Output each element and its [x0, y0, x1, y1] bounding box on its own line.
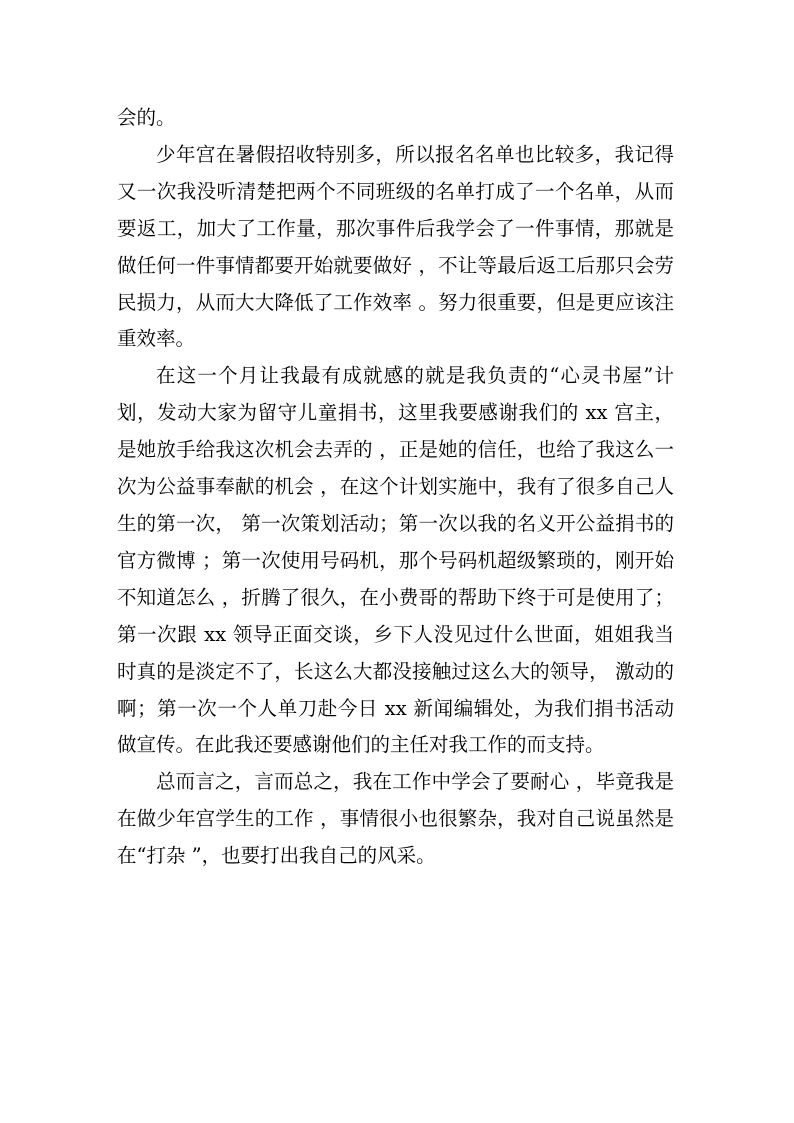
paragraph-registration-list: 少年宫在暑假招收特别多，所以报名名单也比较多，我记得又一次我没听清楚把两个不同班级的名单打成了一个名单，从而要返工，加大了工作量，那次事件后我学会了一件事情，那就是做任何一件事情都要开始就要做好 ，不让等最后返工后那只会劳民损力，从而大大降低了工作效率 。努力很重要，但是更应该注重效率。: [117, 142, 674, 351]
paragraph-summary: 总而言之，言而总之，我在工作中学会了要耐心 ，毕竟我是在做少年宫学生的工作 ，事情很小也很繁杂，我对自己说虽然是在“打杂 ”，也要打出我自己的风采。: [117, 770, 674, 868]
paragraph-continuation: 会的。: [117, 106, 176, 129]
paragraph-book-house-plan: 在这一个月让我最有成就感的就是我负责的“心灵书屋”计划，发动大家为留守儿童捐书，这里我要感谢我们的 xx 宫主，是她放手给我这次机会去弄的 ，正是她的信任，也给了我这么一次为公益事奉献的机会 ，在这个计划实施中，我有了很多自己人生的第一次， 第一次策划活动；第一次以我的名义开公益捐书的官方微博 ；第一次使用号码机，那个号码机超级繁琐的，刚开始不知道怎么 ，折腾了很久，在小费哥的帮助下终于可是使用了；第一次跟 xx 领导正面交谈，乡下人没见过什么世面，姐姐我当时真的是淡定不了，长这么大都没接触过这么大的领导， 激动的啊；第一次一个人单刀赴今日 xx 新闻编辑处，为我们捐书活动做宣传。在此我还要感谢他们的主任对我工作的而支持。: [117, 364, 674, 757]
